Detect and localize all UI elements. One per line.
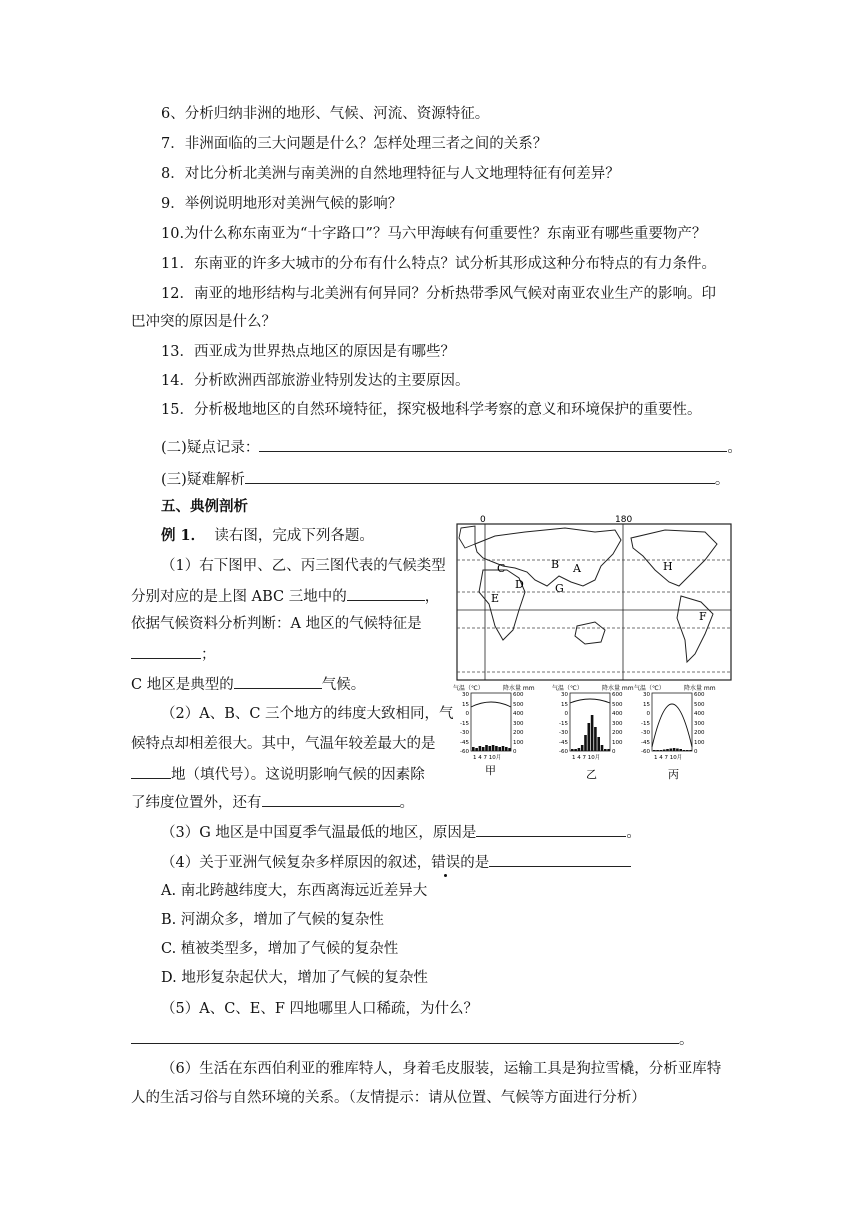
question-7: 7．非洲面临的三大问题是什么？怎样处理三者之间的关系？ — [161, 136, 548, 152]
jia-month-ticks: 1 4 7 10月 — [473, 755, 502, 761]
part2-line4-end: 。 — [399, 795, 414, 811]
part4-emphasis: 错误 — [431, 855, 461, 871]
jia-t-tick-3: -15 — [460, 721, 469, 727]
yi-t-tick-1: 15 — [561, 702, 568, 708]
question-15: 15．分析极地地区的自然环境特征，探究极地科学考察的意义和环境保护的重要性。 — [161, 402, 702, 418]
yi-temp-label: 气温（℃） — [552, 685, 583, 692]
part1-line4 — [131, 644, 216, 665]
bing-t-tick-3: -15 — [641, 721, 650, 727]
jia-p-tick-2: 400 — [513, 711, 524, 717]
option-b: B. 河湖众多，增加了气候的复杂性 — [161, 912, 384, 928]
part1-line5-post: 气候。 — [321, 677, 366, 693]
yi-p-tick-3: 300 — [612, 721, 623, 727]
question-11: 11．东南亚的许多大城市的分布有什么特点？试分析其形成这种分布特点的有力条件。 — [161, 256, 716, 272]
jia-temp-label: 气温（℃） — [453, 685, 484, 692]
solve-record-blank[interactable] — [245, 469, 715, 484]
question-8: 8．对比分析北美洲与南美洲的自然地理特征与人文地理特征有何差异？ — [161, 166, 620, 182]
question-9: 9．举例说明地形对美洲气候的影响？ — [161, 196, 403, 212]
part5-line: （5）A、C、E、F 四地哪里人口稀疏，为什么？ — [161, 1001, 479, 1017]
jia-name: 甲 — [485, 764, 496, 777]
bing-p-tick-0: 600 — [694, 692, 705, 698]
north-america-outline — [631, 530, 717, 586]
part2-line3 — [131, 764, 425, 785]
bing-name: 丙 — [668, 768, 679, 781]
option-c: C. 植被类型多，增加了气候的复杂性 — [161, 941, 399, 957]
yi-t-tick-4: -30 — [559, 730, 568, 736]
jia-t-tick-5: -45 — [460, 740, 469, 746]
jia-t-tick-0: 30 — [462, 692, 469, 698]
bing-t-tick-0: 30 — [643, 692, 650, 698]
map-label-b: B — [551, 558, 560, 571]
question-14: 14．分析欧洲西部旅游业特别发达的主要原因。 — [161, 373, 470, 389]
part1-line3: 依据气候资料分析判断：A 地区的气候特征是 — [131, 616, 422, 632]
solve-record-end: 。 — [714, 472, 730, 488]
doubt-record-end: 。 — [727, 440, 742, 456]
bing-p-tick-6: 0 — [694, 749, 698, 755]
map-label-g: G — [555, 582, 564, 595]
bing-t-tick-1: 15 — [643, 702, 650, 708]
jia-p-tick-4: 200 — [513, 730, 524, 736]
doubt-record-label: (二)疑点记录： — [161, 440, 260, 456]
bing-p-tick-4: 200 — [694, 730, 705, 736]
map-label-c: C — [497, 562, 506, 575]
jia-t-tick-1: 15 — [462, 702, 469, 708]
map-label-a: A — [573, 562, 581, 575]
part1-line2-text: 分别对应的是上图 ABC 三地中的 — [131, 589, 347, 605]
yi-t-tick-5: -45 — [559, 740, 568, 746]
part2-line2: 候特点却相差很大。其中，气温年较差最大的是 — [131, 736, 436, 752]
yi-name: 乙 — [586, 768, 597, 781]
yi-t-tick-6: -60 — [559, 749, 568, 755]
bing-t-tick-5: -45 — [641, 740, 650, 746]
question-13: 13．西亚成为世界热点地区的原因是有哪些？ — [161, 344, 455, 360]
part4-text-a: （4）关于亚洲气候复杂多样原因的叙述， — [161, 855, 432, 871]
part1-blank-1[interactable] — [347, 586, 425, 601]
part5-blank[interactable] — [131, 1029, 679, 1044]
part1-line5 — [131, 674, 365, 695]
jia-p-tick-1: 500 — [513, 702, 524, 708]
doubt-record-line — [161, 437, 742, 458]
climate-chart-bing — [632, 683, 728, 783]
yi-p-tick-4: 200 — [612, 730, 623, 736]
part2-line1: （2）A、B、C 三个地方的纬度大致相同，气 — [161, 706, 454, 722]
solve-record-line — [161, 469, 729, 490]
yi-month-ticks: 1 4 7 10月 — [572, 755, 601, 761]
jia-p-tick-6: 0 — [513, 749, 517, 755]
yi-p-tick-2: 400 — [612, 711, 623, 717]
part2-line3-text: 地（填代号）。这说明影响气候的因素除 — [171, 767, 425, 783]
jia-precip-label: 降水量 mm — [503, 685, 535, 692]
bing-t-tick-2: 0 — [646, 711, 650, 717]
part4-line — [161, 852, 631, 873]
question-12-line2: 巴冲突的原因是什么？ — [131, 314, 276, 330]
part2-blank-2[interactable] — [262, 792, 400, 807]
example-heading — [161, 526, 374, 546]
example-title: 例 1． — [161, 527, 206, 544]
yi-t-tick-0: 30 — [561, 692, 568, 698]
yi-t-tick-3: -15 — [559, 721, 568, 727]
part5-answer-line — [131, 1029, 694, 1050]
climate-chart-jia — [451, 683, 547, 783]
bing-p-tick-1: 500 — [694, 702, 705, 708]
bing-temp-curve — [652, 704, 692, 747]
map-lon-180: 180 — [615, 515, 633, 525]
part2-line4 — [131, 792, 414, 813]
map-label-e: E — [491, 592, 500, 605]
map-label-h: H — [663, 560, 673, 573]
part2-blank-1[interactable] — [131, 764, 171, 779]
doubt-record-blank[interactable] — [259, 437, 727, 452]
jia-t-tick-6: -60 — [460, 749, 469, 755]
bing-precip-bars — [653, 748, 692, 751]
section-title: 五、典例剖析 — [161, 498, 248, 515]
part1-line5-pre: C 地区是典型的 — [131, 677, 234, 693]
part2-line4-text: 了纬度位置外，还有 — [131, 795, 262, 811]
australia-outline — [575, 622, 605, 644]
part6-line1: （6）生活在东西伯利亚的雅库特人，身着毛皮服装，运输工具是狗拉雪橇，分析亚库特 — [161, 1061, 722, 1077]
yi-p-tick-6: 0 — [612, 749, 616, 755]
part1-line2 — [131, 586, 439, 607]
eurasia-outline — [475, 528, 621, 586]
bing-temp-label: 气温（℃） — [634, 685, 665, 692]
question-12-line1: 12．南亚的地形结构与北美洲有何异同？分析热带季风气候对南亚农业生产的影响。印 — [161, 286, 716, 302]
jia-p-tick-3: 300 — [513, 721, 524, 727]
yi-p-tick-5: 100 — [612, 740, 623, 746]
option-d: D. 地形复杂起伏大，增加了气候的复杂性 — [161, 970, 428, 986]
yi-precip-bars — [571, 715, 610, 751]
jia-t-tick-2: 0 — [465, 711, 469, 717]
part1-line1: （1）右下图甲、乙、丙三图代表的气候类型 — [161, 558, 446, 574]
question-6: 6、分析归纳非洲的地形、气候、河流、资源特征。 — [161, 106, 490, 122]
yi-t-tick-2: 0 — [564, 711, 568, 717]
map-lon-0: 0 — [480, 515, 486, 525]
bing-t-tick-4: -30 — [641, 730, 650, 736]
bing-p-tick-3: 300 — [694, 721, 705, 727]
bing-plot-frame — [652, 693, 692, 751]
map-label-f: F — [699, 610, 707, 623]
example-intro: 读右图，完成下列各题。 — [214, 528, 374, 544]
south-america-outline — [677, 596, 713, 662]
part3-end: 。 — [626, 825, 641, 841]
yi-p-tick-1: 500 — [612, 702, 623, 708]
part3-blank[interactable] — [476, 822, 626, 837]
option-a: A. 南北跨越纬度大，东西离海远近差异大 — [161, 883, 428, 899]
yi-p-tick-0: 600 — [612, 692, 623, 698]
part1-line2-end: ， — [424, 589, 440, 605]
jia-temp-curve — [471, 702, 511, 707]
bing-p-tick-2: 400 — [694, 711, 705, 717]
part4-text-b: 的是 — [460, 855, 490, 871]
part4-blank[interactable] — [489, 852, 631, 867]
world-map — [455, 514, 733, 684]
yi-temp-curve — [570, 699, 610, 703]
part1-line4-end: ； — [201, 647, 216, 663]
part3-line — [161, 822, 641, 843]
jia-t-tick-4: -30 — [460, 730, 469, 736]
jia-precip-bars — [472, 745, 511, 751]
part3-text: （3）G 地区是中国夏季气温最低的地区，原因是 — [161, 825, 477, 841]
jia-p-tick-5: 100 — [513, 740, 524, 746]
part6-line2: 人的生活习俗与自然环境的关系。（友情提示：请从位置、气候等方面进行分析） — [131, 1090, 646, 1106]
bing-p-tick-5: 100 — [694, 740, 705, 746]
greenland-outline — [459, 526, 475, 548]
part1-blank-2[interactable] — [131, 644, 201, 659]
part5-end: 。 — [679, 1032, 694, 1048]
bing-t-tick-6: -60 — [641, 749, 650, 755]
jia-p-tick-0: 600 — [513, 692, 524, 698]
solve-record-label: (三)疑难解析 — [161, 472, 245, 488]
map-label-d: D — [515, 578, 524, 591]
part1-blank-3[interactable] — [234, 674, 322, 689]
bing-precip-label: 降水量 mm — [684, 685, 716, 692]
bing-month-ticks: 1 4 7 10月 — [654, 755, 683, 761]
question-10: 10.为什么称东南亚为“十字路口”？马六甲海峡有何重要性？东南亚有哪些重要物产？ — [161, 226, 707, 242]
yi-precip-label: 降水量 mm — [602, 685, 634, 692]
